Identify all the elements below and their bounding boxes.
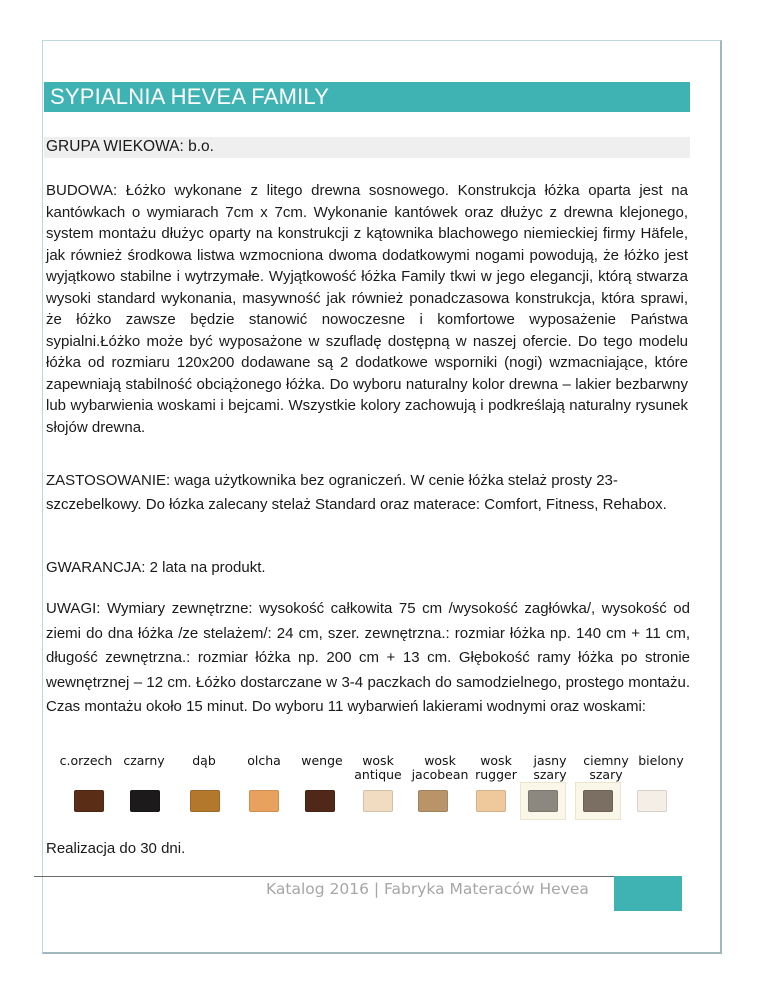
footer-rule bbox=[34, 876, 682, 877]
section-budowa: BUDOWA: Łóżko wykonane z litego drewna sosnowego. Konstrukcja łóżka oparta jest na kantówkach o wymiarach 7cm x 7cm. Wykonanie kantówek oraz dłużyc z drewna klejonego, system montażu dłużyc oparty na konstrukcji z kątownika blachowego niemieckiej firmy Häfele, jak również środkowa listwa wzmocniona dwoma dodatkowymi nogami powodują, że łóżko jest wyjątkowo stabilne i wytrzymałe. Wyjątkowość łóżka Family tkwi w jego elegancji, którą stwarza wysoki standard wykonania, masywność jak również ponadczasowa konstrukcja, która sprawi, że łóżko zawsze będzie stanowić nowoczesne i komfortowe wyposażenie Państwa sypialni.Łóżko może być wyposażone w szufladę dostępną w naszej ofercie. Do tego modelu łóżka od rozmiaru 120x200 dodawane są 2 dodatkowe wsporniki (nogi) wzmacniające, które zapewniają stabilność obciążonego łóżka. Do wyboru naturalny kolor drewna – lakier bezbarwny lub wybarwienia woskami i bejcami. Wszystkie kolory zachowują i podkreślają naturalny rysunek słojów drewna. bbox=[46, 182, 688, 436]
color-labels-row bbox=[55, 754, 705, 784]
color-label: jasny szary bbox=[533, 753, 567, 782]
color-label: wenge bbox=[301, 753, 343, 768]
section-uwagi: UWAGI: Wymiary zewnętrzne: wysokość całkowita 75 cm /wysokość zagłówka/, wysokość od ziemi do dna łóżka /ze stelażem/: 24 cm, szer. zewnętrzna.: rozmiar łóżka np. 140 cm + 11 cm, długość zewnętrzna.: rozmiar łóżka np. 200 cm + 13 cm. Głębokość ramy łóżka po stronie wewnętrznej – 12 cm. Łóżko dostarczane w 3-4 paczkach do samodzielnego, prostego montażu. Czas montażu około 15 minut. Do wyboru 11 wybarwień lakierami wodnymi oraz woskami: bbox=[46, 600, 690, 715]
color-label: czarny bbox=[123, 753, 165, 768]
section-gwarancja: GWARANCJA: 2 lata na produkt. bbox=[46, 559, 266, 576]
color-label: wosk antique bbox=[354, 753, 402, 782]
section-zastosowanie: ZASTOSOWANIE: waga użytkownika bez ograniczeń. W cenie łóżka stelaż prosty 23-szczebelkowy. Do łózka zalecany stelaż Standard oraz materace: Comfort, Fitness, Rehabox. bbox=[46, 472, 667, 513]
color-label: dąb bbox=[192, 753, 216, 768]
color-swatch bbox=[528, 790, 558, 812]
footer-accent-block bbox=[614, 876, 682, 911]
color-swatch bbox=[637, 790, 667, 812]
color-swatch bbox=[130, 790, 160, 812]
age-group-text: GRUPA WIEKOWA: b.o. bbox=[46, 138, 214, 155]
color-swatch bbox=[305, 790, 335, 812]
color-swatch bbox=[583, 790, 613, 812]
color-swatch bbox=[418, 790, 448, 812]
title-bar bbox=[44, 82, 690, 112]
color-label: ciemny szary bbox=[583, 753, 629, 782]
color-swatch bbox=[190, 790, 220, 812]
color-swatch bbox=[476, 790, 506, 812]
color-label: wosk rugger bbox=[475, 753, 517, 782]
color-label: olcha bbox=[247, 753, 281, 768]
age-group-bar bbox=[44, 137, 690, 158]
color-swatch bbox=[74, 790, 104, 812]
page-title: SYPIALNIA HEVEA FAMILY bbox=[50, 84, 330, 109]
footer-text: Katalog 2016 | Fabryka Materaców Hevea bbox=[266, 880, 589, 898]
color-swatch bbox=[249, 790, 279, 812]
color-swatch bbox=[363, 790, 393, 812]
color-label: wosk jacobean bbox=[411, 753, 469, 782]
color-label: bielony bbox=[638, 753, 684, 768]
color-label: c.orzech bbox=[59, 753, 113, 768]
section-realizacja: Realizacja do 30 dni. bbox=[46, 840, 186, 857]
